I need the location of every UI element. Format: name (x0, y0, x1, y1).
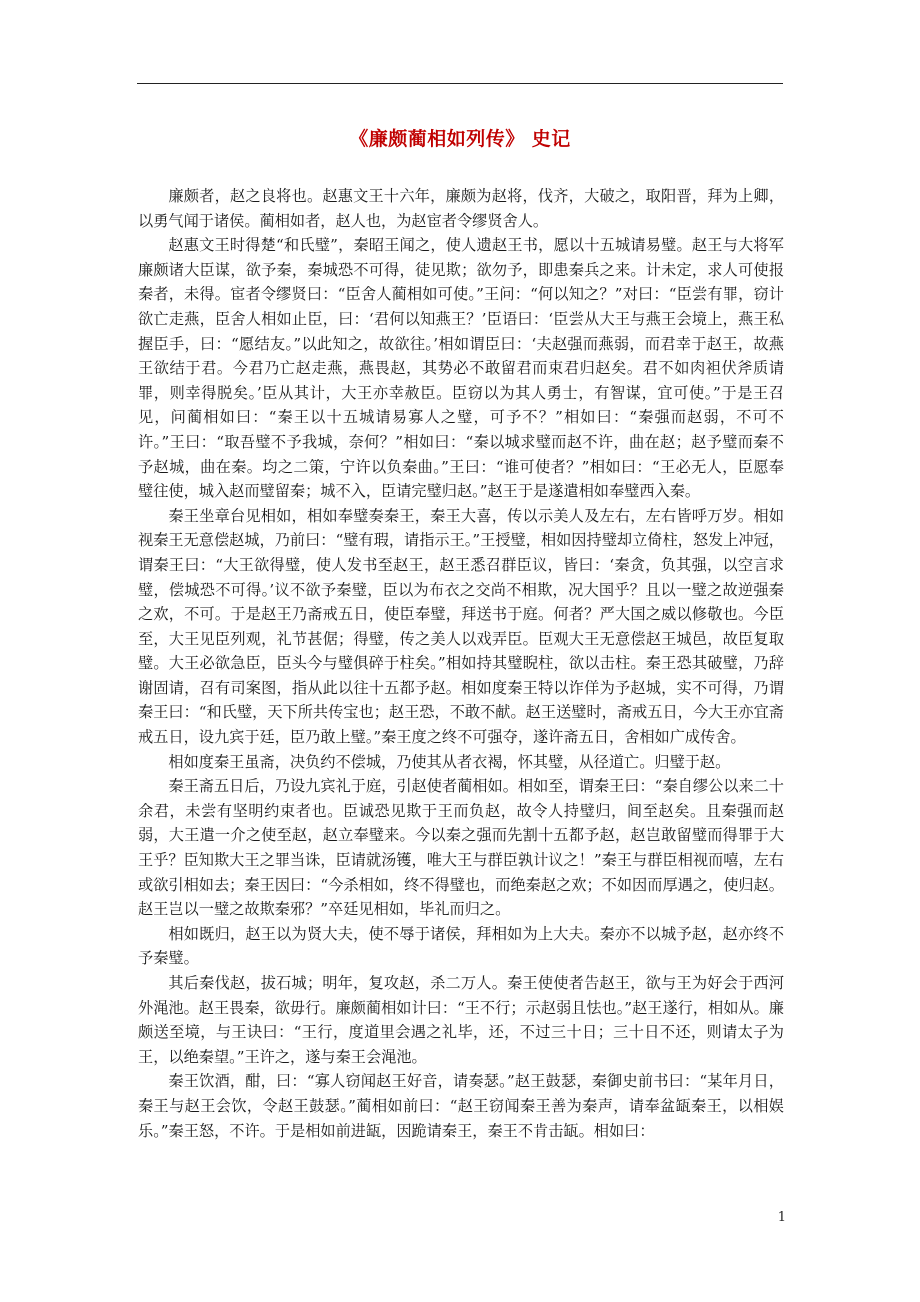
paragraph: 廉颇者，赵之良将也。赵惠文王十六年，廉颇为赵将，伐齐，大破之，取阳晋，拜为上卿，以勇气闻于诸侯。蔺相如者，赵人也，为赵宦者令缪贤舍人。 (138, 187, 784, 230)
paragraph: 相如度秦王虽斋，决负约不偿城，乃使其从者衣褐，怀其璧，从径道亡。归璧于赵。 (168, 752, 731, 771)
document-body (138, 184, 784, 1143)
paragraph: 其后秦伐赵，拔石城；明年，复攻赵，杀二万人。秦王使使者告赵王，欲与王为好会于西河外渑池。赵王畏秦，欲毋行。廉颇蔺相如计曰：“王不行；示赵弱且怯也。”赵王遂行，相如从。廉颇送至境，与王诀曰：“王行，度道里会遇之礼毕，还，不过三十日；三十日不还，则请太子为王，以绝秦望。”王许之，遂与秦王会渑池。 (138, 974, 784, 1066)
paragraph: 相如既归，赵王以为贤大夫，使不辱于诸侯，拜相如为上大夫。秦亦不以城予赵，赵亦终不予秦璧。 (138, 924, 784, 968)
paragraph: 秦王斋五日后，乃设九宾礼于庭，引赵使者蔺相如。相如至，谓秦王曰：“秦自缪公以来二十余君，未尝有坚明约束者也。臣诚恐见欺于王而负赵，故令人持璧归，间至赵矣。且秦强而赵弱，大王遣一介之使至赵，赵立奉璧来。今以秦之强而先割十五都予赵，赵岂敢留璧而得罪于大王乎？臣知欺大王之罪当诛，臣请就汤镬，唯大王与群臣孰计议之！”秦王与群臣相视而嘻，左右或欲引相如去；秦王因曰：“今杀相如，终不得璧也，而绝秦赵之欢；不如因而厚遇之，使归赵。赵王岂以一璧之故欺秦邪？”卒廷见相如，毕礼而归之。 (138, 777, 784, 919)
page-number: 1 (777, 1210, 786, 1225)
paragraph: 赵惠文王时得楚“和氏璧”，秦昭王闻之，使人遗赵王书，愿以十五城请易璧。赵王与大将军廉颇诸大臣谋，欲予秦，秦城恐不可得，徒见欺；欲勿予，即患秦兵之来。计未定，求人可使报秦者，未得。宦者令缪贤曰：“臣舍人蔺相如可使。”王问：“何以知之？”对曰：“臣尝有罪，窃计欲亡走燕，臣舍人相如止臣，曰：‘君何以知燕王？’臣语曰：‘臣尝从大王与燕王会境上，燕王私握臣手，曰：“愿结友。”以此知之，故欲往。’相如谓臣曰：‘夫赵强而燕弱，而君幸于赵王，故燕王欲结于君。今君乃亡赵走燕，燕畏赵，其势必不敢留君而束君归赵矣。君不如肉袒伏斧质请罪，则幸得脱矣。’臣从其计，大王亦幸赦臣。臣窃以为其人勇士，有智谋，宜可使。”于是王召见，问蔺相如曰：“秦王以十五城请易寡人之璧，可予不？”相如曰：“秦强而赵弱，不可不许。”王曰：“取吾璧不予我城，奈何？”相如曰：“秦以城求璧而赵不许，曲在赵；赵予璧而秦不予赵城，曲在秦。均之二策，宁许以负秦曲。”王曰：“谁可使者？”相如曰：“王必无人，臣愿奉璧往使，城入赵而璧留秦；城不入，臣请完璧归赵。”赵王于是遂遣相如奉璧西入秦。 (138, 236, 784, 501)
paragraph: 秦王坐章台见相如，相如奉璧奏秦王，秦王大喜，传以示美人及左右，左右皆呼万岁。相如视秦王无意偿赵城，乃前曰：“璧有瑕，请指示王。”王授璧，相如因持璧却立倚柱，怒发上冲冠，谓秦王曰：“大王欲得璧，使人发书至赵王，赵王悉召群臣议，皆曰：‘秦贪，负其强，以空言求璧，偿城恐不可得。’议不欲予秦璧，臣以为布衣之交尚不相欺，况大国乎？且以一璧之故逆强秦之欢，不可。于是赵王乃斋戒五日，使臣奉璧，拜送书于庭。何者？严大国之威以修敬也。今臣至，大王见臣列观，礼节甚倨；得璧，传之美人以戏弄臣。臣观大王无意偿赵王城邑，故臣复取璧。大王必欲急臣，臣头今与璧俱碎于柱矣。”相如持其璧睨柱，欲以击柱。秦王恐其破璧，乃辞谢固请，召有司案图，指从此以往十五都予赵。相如度秦王特以诈佯为予赵城，实不可得，乃谓秦王曰：“和氏璧，天下所共传宝也；赵王恐，不敢不献。赵王送璧时，斋戒五日，今大王亦宜斋戒五日，设九宾于廷，臣乃敢上璧。”秦王度之终不可强夺，遂许斋五日，舍相如广成传舍。 (138, 506, 784, 747)
paragraph: 秦王饮酒，酣，曰：“寡人窃闻赵王好音，请奏瑟。”赵王鼓瑟，秦御史前书曰：“某年月日，秦王与赵王会饮，令赵王鼓瑟。”蔺相如前曰：“赵王窃闻秦王善为秦声，请奉盆缻秦王，以相娱乐。”秦王怒，不许。于是相如前进缻，因跪请秦王，秦王不肯击缻。相如曰： (138, 1072, 784, 1140)
header-rule (137, 83, 783, 84)
document-title: 《廉颇蔺相如列传》 史记 (349, 128, 571, 150)
